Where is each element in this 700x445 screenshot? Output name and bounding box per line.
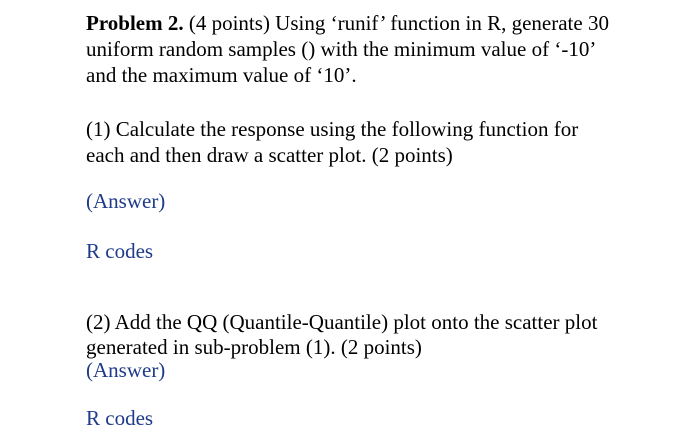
- part1-rcodes-label: R codes: [86, 239, 154, 263]
- part1-answer-label: (Answer): [86, 189, 166, 213]
- part2-answer-label: (Answer): [86, 358, 166, 382]
- problem-intro-text-1: (4 points) Using ‘runif’ function in R, generate 30: [188, 11, 609, 35]
- part1-text-line-1: (1) Calculate the response using the following function for: [86, 117, 579, 141]
- part1-text-line-2: each and then draw a scatter plot. (2 points): [86, 143, 453, 167]
- part2-text-line-2: generated in sub-problem (1). (2 points): [86, 335, 422, 359]
- problem-heading: Problem 2.: [86, 11, 184, 35]
- problem-intro-line-1: [86, 10, 609, 36]
- problem-intro-line-2: uniform random samples () with the minimum value of ‘-10’: [86, 37, 597, 61]
- problem-intro-line-3: and the maximum value of ‘10’.: [86, 63, 357, 87]
- part2-text-line-1: (2) Add the QQ (Quantile-Quantile) plot onto the scatter plot: [86, 310, 598, 334]
- part2-rcodes-label: R codes: [86, 406, 154, 430]
